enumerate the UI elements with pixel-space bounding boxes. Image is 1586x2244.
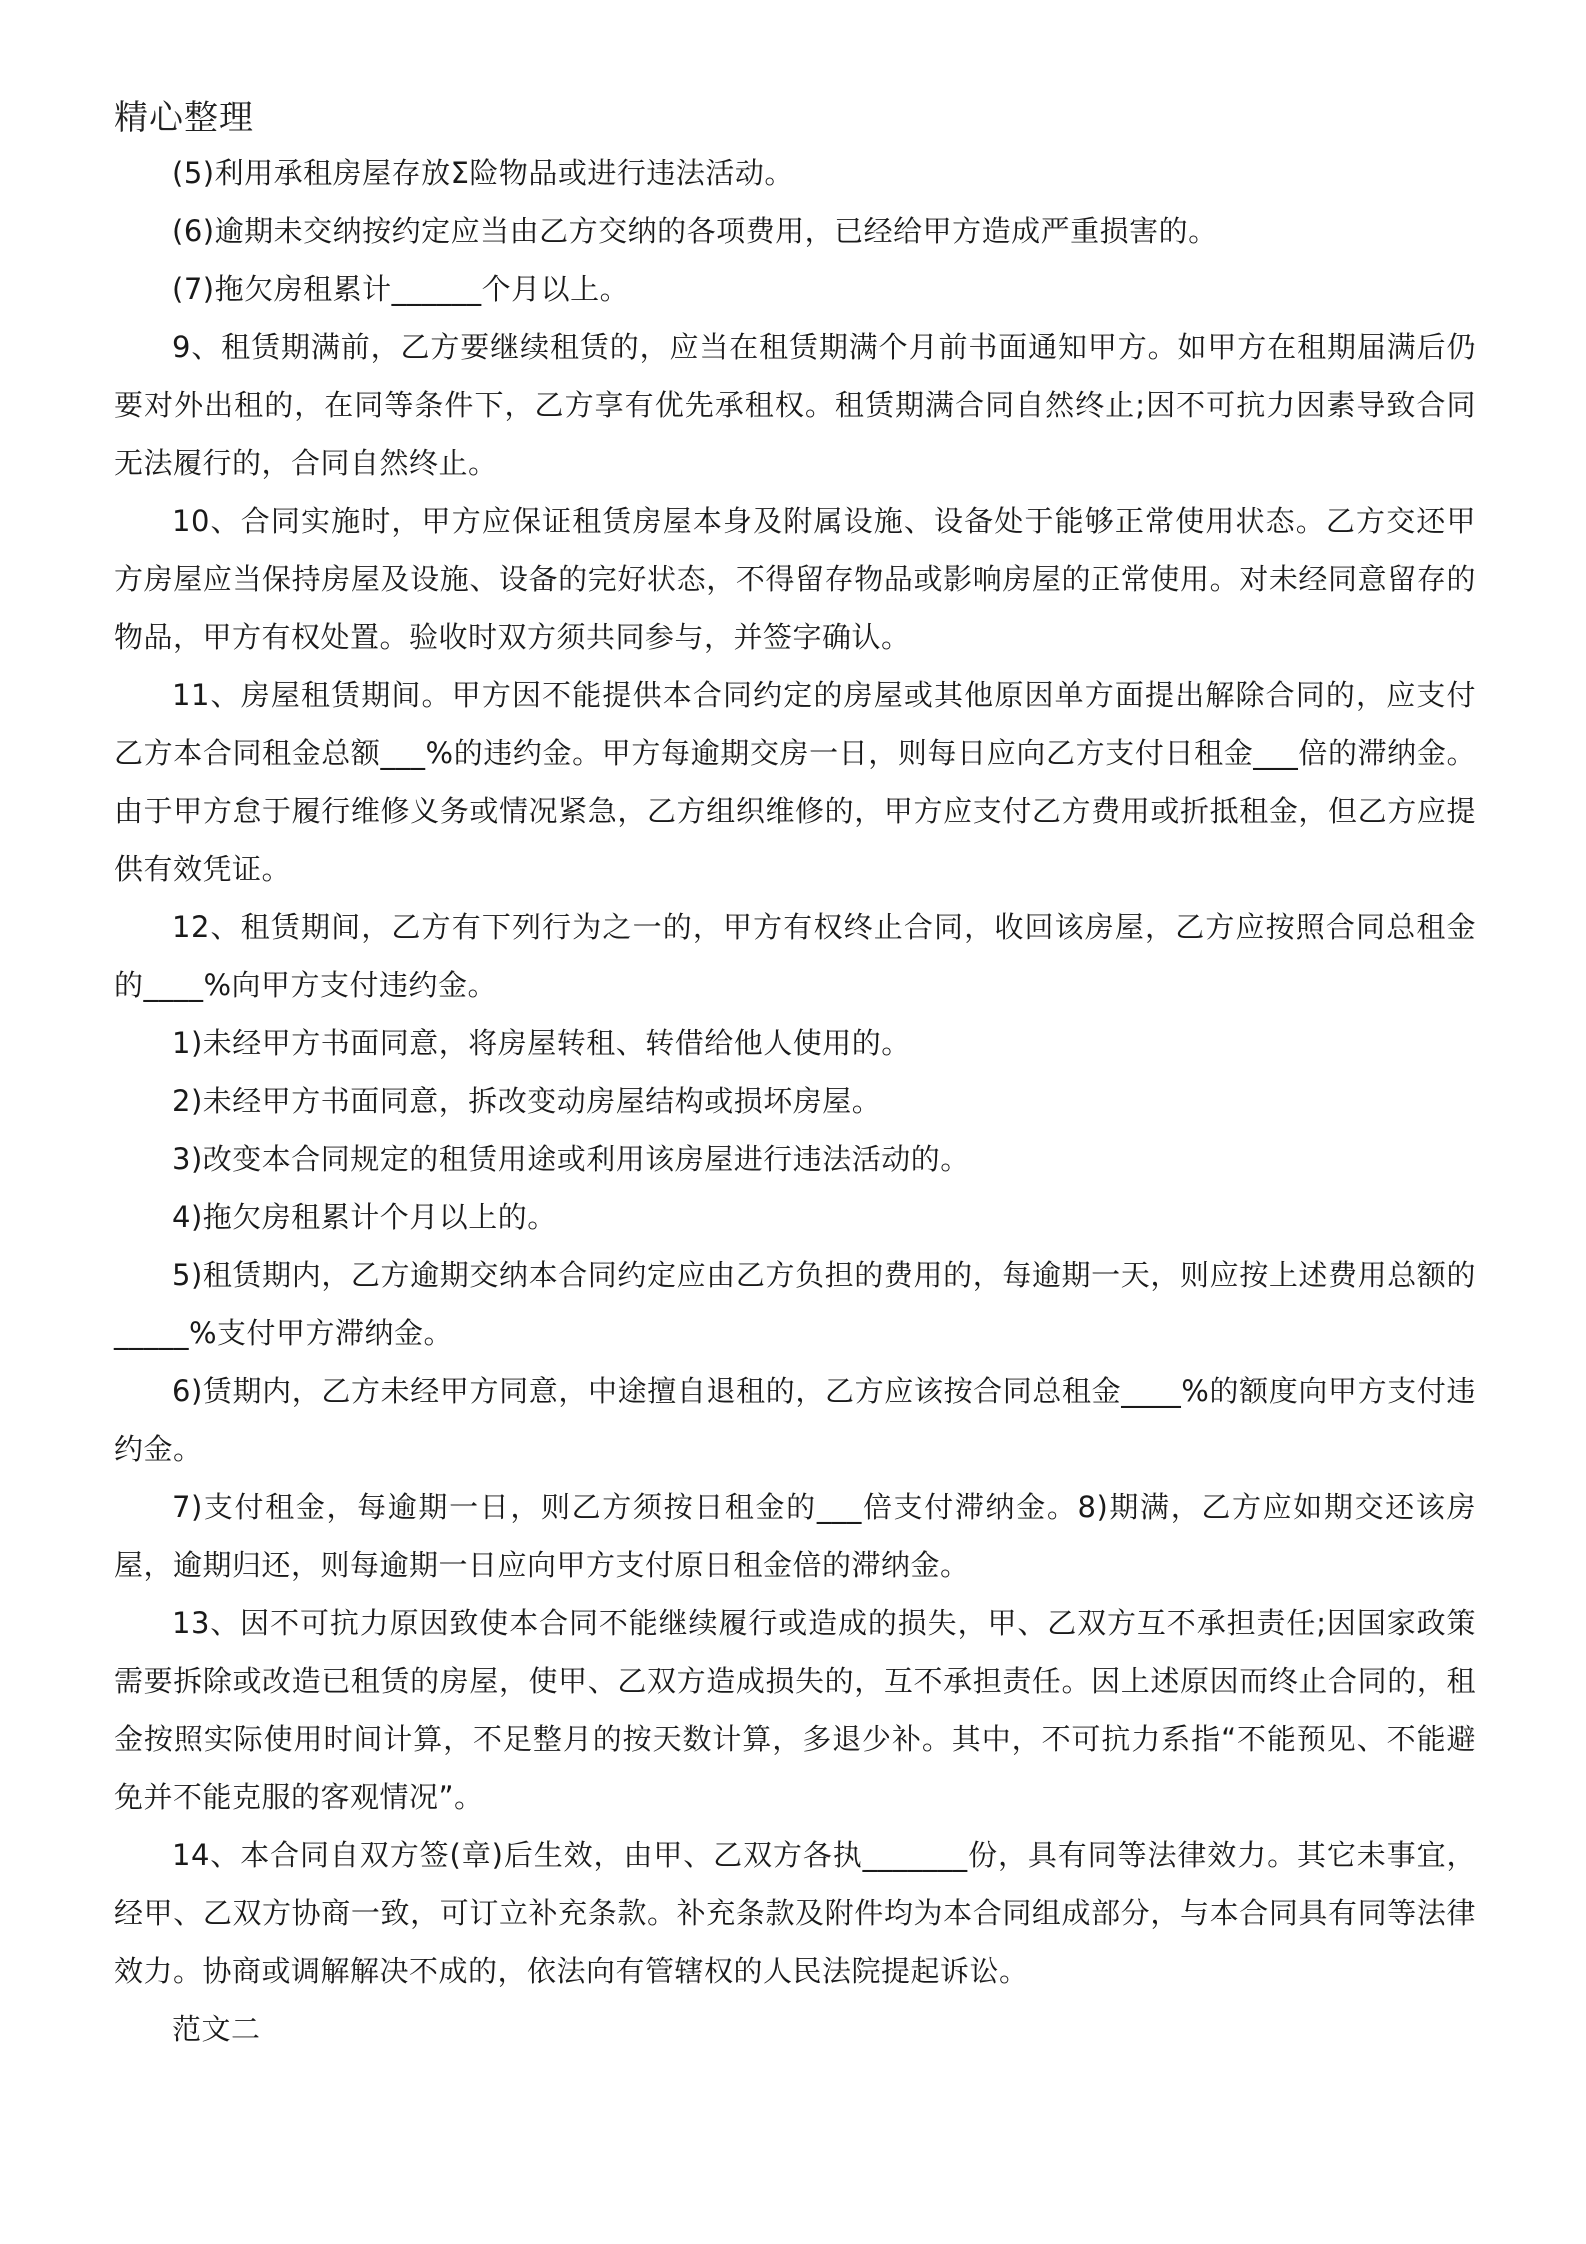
paragraph-article-9: 9、租赁期满前，乙方要继续租赁的，应当在租赁期满个月前书面通知甲方。如甲方在租期届满后仍要对外出租的，在同等条件下，乙方享有优先承租权。租赁期满合同自然终止;因不可抗力因素导致合同无法履行的，合同自然终止。	[114, 330, 1476, 480]
paragraph-item-3: 3)改变本合同规定的租赁用途或利用该房屋进行违法活动的。	[172, 1142, 970, 1176]
paragraph-article-10: 10、合同实施时，甲方应保证租赁房屋本身及附属设施、设备处于能够正常使用状态。乙方交还甲方房屋应当保持房屋及设施、设备的完好状态，不得留存物品或影响房屋的正常使用。对未经同意留存的物品，甲方有权处置。验收时双方须共同参与，并签字确认。	[114, 504, 1476, 654]
section-heading-sample-two: 范文二	[172, 2012, 261, 2046]
page-header: 精心整理	[114, 98, 254, 138]
paragraph-item-5: 5)租赁期内，乙方逾期交纳本合同约定应由乙方负担的费用的，每逾期一天，则应按上述费用总额的_____%支付甲方滞纳金。	[114, 1258, 1476, 1350]
paragraph-clause-7: (7)拖欠房租累计______个月以上。	[172, 272, 630, 306]
paragraph-clause-6: (6)逾期未交纳按约定应当由乙方交纳的各项费用，已经给甲方造成严重损害的。	[172, 214, 1218, 248]
paragraph-article-12: 12、租赁期间，乙方有下列行为之一的，甲方有权终止合同，收回该房屋，乙方应按照合同总租金的____%向甲方支付违约金。	[114, 910, 1476, 1002]
paragraph-item-2: 2)未经甲方书面同意，拆改变动房屋结构或损坏房屋。	[172, 1084, 882, 1118]
paragraph-article-14: 14、本合同自双方签(章)后生效，由甲、乙双方各执_______份，具有同等法律效力。其它未事宜，经甲、乙双方协商一致，可订立补充条款。补充条款及附件均为本合同组成部分，与本合同具有同等法律效力。协商或调解解决不成的，依法向有管辖权的人民法院提起诉讼。	[114, 1838, 1476, 1988]
paragraph-clause-5: (5)利用承租房屋存放Σ险物品或进行违法活动。	[172, 156, 794, 190]
paragraph-item-4: 4)拖欠房租累计个月以上的。	[172, 1200, 557, 1234]
paragraph-article-11: 11、房屋租赁期间。甲方因不能提供本合同约定的房屋或其他原因单方面提出解除合同的，应支付乙方本合同租金总额___%的违约金。甲方每逾期交房一日，则每日应向乙方支付日租金___倍的滞纳金。由于甲方怠于履行维修义务或情况紧急，乙方组织维修的，甲方应支付乙方费用或折抵租金，但乙方应提供有效凭证。	[114, 678, 1476, 886]
paragraph-article-13: 13、因不可抗力原因致使本合同不能继续履行或造成的损失，甲、乙双方互不承担责任;因国家政策需要拆除或改造已租赁的房屋，使甲、乙双方造成损失的，互不承担责任。因上述原因而终止合同的，租金按照实际使用时间计算，不足整月的按天数计算，多退少补。其中，不可抗力系指“不能预见、不能避免并不能克服的客观情况”。	[114, 1606, 1476, 1814]
paragraph-item-6: 6)赁期内，乙方未经甲方同意，中途擅自退租的，乙方应该按合同总租金____%的额度向甲方支付违约金。	[114, 1374, 1476, 1466]
paragraph-item-7: 7)支付租金，每逾期一日，则乙方须按日租金的___倍支付滞纳金。8)期满，乙方应如期交还该房屋，逾期归还，则每逾期一日应向甲方支付原日租金倍的滞纳金。	[114, 1490, 1476, 1582]
paragraph-item-1: 1)未经甲方书面同意，将房屋转租、转借给他人使用的。	[172, 1026, 911, 1060]
